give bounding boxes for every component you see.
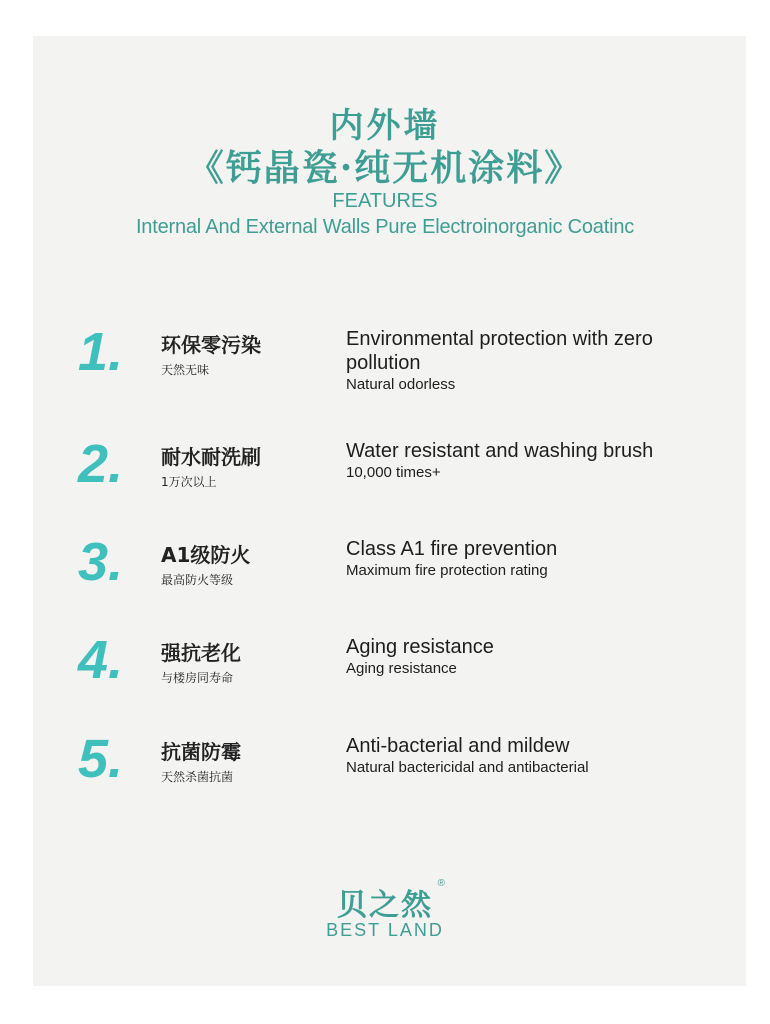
registered-mark: ® bbox=[437, 878, 447, 889]
feature-number: 5. bbox=[78, 729, 124, 789]
feature-number: 3. bbox=[78, 532, 124, 592]
feature-cn-sub: 与楼房同寿命 bbox=[161, 671, 234, 685]
feature-cn-title: 强抗老化 bbox=[161, 641, 241, 665]
feature-en-sub: 10,000 times+ bbox=[346, 464, 441, 481]
feature-en-sub: Maximum fire protection rating bbox=[346, 562, 548, 579]
feature-number: 2. bbox=[78, 434, 124, 494]
feature-en-sub: Natural bactericidal and antibacterial bbox=[346, 759, 589, 776]
title-line-2: 《钙晶瓷·纯无机涂料》 bbox=[187, 147, 583, 189]
feature-en-block bbox=[346, 537, 746, 581]
feature-cn-sub: 最高防火等级 bbox=[161, 573, 234, 587]
subtitle: Internal And External Walls Pure Electroinorganic Coatinc bbox=[135, 216, 635, 238]
title-line-1: 内外墙 bbox=[329, 106, 441, 146]
feature-item-1 bbox=[0, 322, 770, 413]
feature-en-title: Class A1 fire prevention bbox=[346, 538, 558, 560]
feature-en-block bbox=[346, 439, 746, 483]
feature-cn-title: 抗菌防霉 bbox=[161, 740, 241, 764]
feature-item-2 bbox=[0, 434, 770, 525]
feature-item-5 bbox=[0, 729, 770, 820]
brand-name-en: BEST LAND bbox=[326, 920, 444, 940]
brand-name-cn: 贝之然 bbox=[337, 888, 433, 923]
feature-en-sub: Aging resistance bbox=[346, 660, 457, 677]
features-label: FEATURES bbox=[332, 190, 438, 212]
feature-cn-title: 环保零污染 bbox=[161, 333, 261, 357]
feature-cn-title: 耐水耐洗刷 bbox=[161, 445, 261, 469]
feature-item-3 bbox=[0, 532, 770, 623]
feature-cn-sub: 天然杀菌抗菌 bbox=[161, 770, 234, 784]
feature-cn-title: A1级防火 bbox=[161, 543, 251, 567]
brand-logo-cn bbox=[337, 878, 447, 924]
feature-en-block bbox=[346, 327, 746, 395]
brand-logo bbox=[0, 880, 770, 941]
feature-item-4 bbox=[0, 630, 770, 721]
feature-en-block bbox=[346, 635, 746, 679]
feature-en-title: Aging resistance bbox=[346, 636, 494, 658]
feature-en-sub: Natural odorless bbox=[346, 376, 456, 393]
feature-en-block bbox=[346, 734, 746, 778]
feature-en-title: Water resistant and washing brush bbox=[346, 440, 654, 462]
feature-cn-sub: 天然无味 bbox=[161, 363, 210, 377]
feature-number: 1. bbox=[78, 322, 124, 382]
feature-en-title: Environmental protection with zero pollution bbox=[346, 328, 653, 374]
feature-en-title: Anti-bacterial and mildew bbox=[346, 735, 570, 757]
feature-cn-sub: 1万次以上 bbox=[161, 475, 217, 489]
feature-number: 4. bbox=[78, 630, 124, 690]
